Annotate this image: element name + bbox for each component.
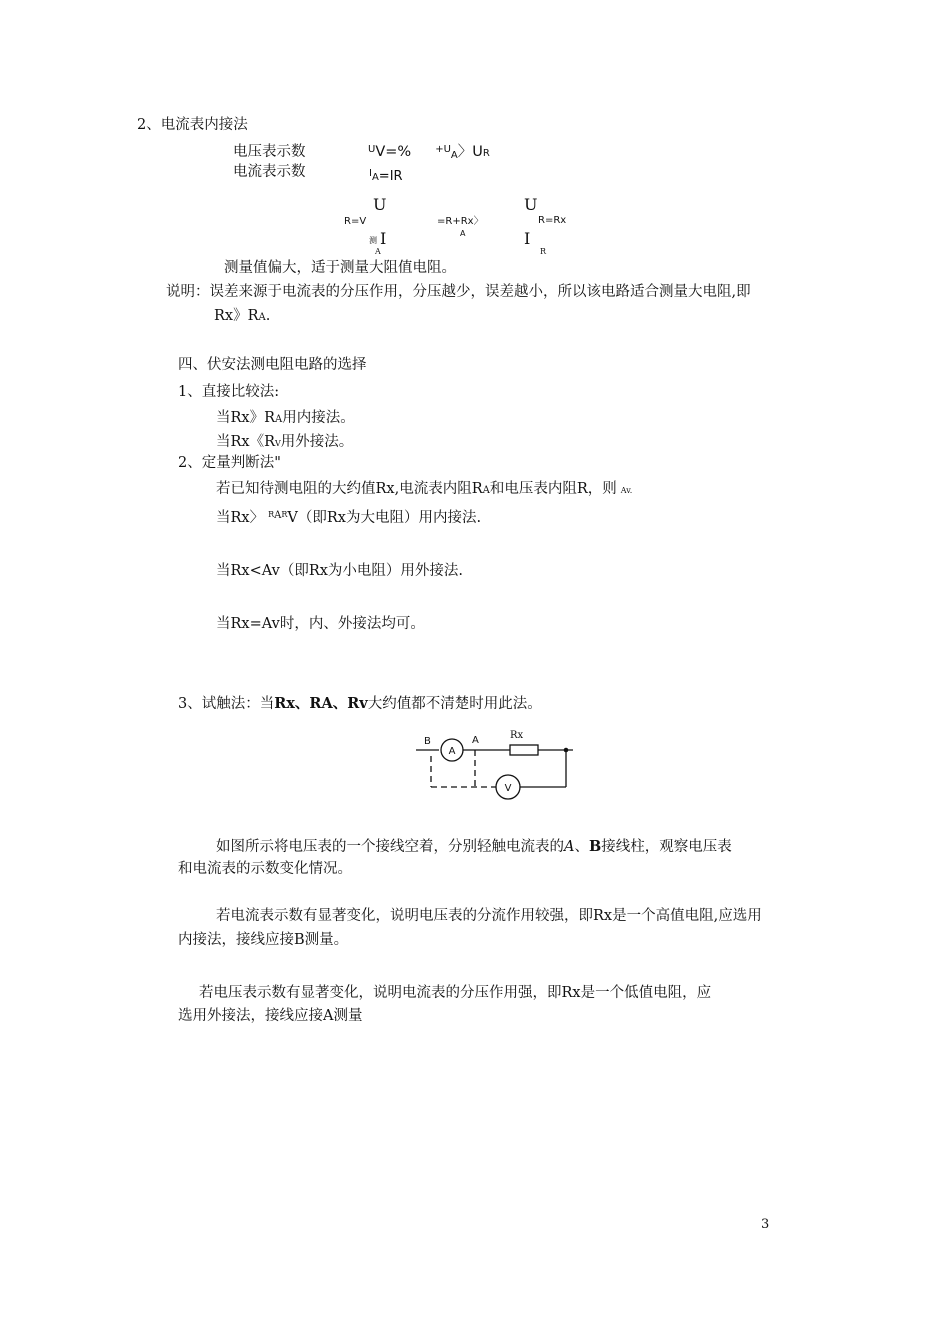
- expr-tail: =IR: [378, 169, 403, 184]
- paragraph-1-line-1: [216, 838, 732, 856]
- note-subscript: A: [258, 312, 266, 323]
- m1-subscript: A: [275, 414, 283, 425]
- m2-sup-1: R: [268, 510, 275, 519]
- p1-bold: B: [588, 838, 602, 855]
- paragraph-1-line-2: 和电流表的示数变化情况。: [178, 861, 352, 877]
- expr-sub: A: [371, 172, 379, 183]
- m2-text-b: V（即Rx为大电阻）用内接法.: [287, 510, 482, 526]
- method2-case-2: 当Rx<Av（即Rx为小电阻）用外接法.: [216, 563, 464, 579]
- m1-text-a: 当Rx《R: [216, 434, 276, 450]
- m3-text-b: 大约值都不清楚时用此法。: [367, 696, 542, 712]
- paragraph-2-line-2: 内接法，接线应接B测量。: [178, 932, 349, 948]
- method2-case-3: 当Rx=Av时，内、外接法均可。: [216, 616, 425, 632]
- section-heading-ammeter-internal: 2、电流表内接法: [137, 117, 248, 133]
- formula-a-mark: A: [375, 247, 381, 256]
- formula-r-mark: R: [540, 247, 547, 256]
- m2-sup-2: R: [281, 510, 288, 519]
- m1-subscript: V: [275, 439, 281, 448]
- formula-measured-subscript: 测: [369, 236, 377, 245]
- paragraph-3-line-2: 选用外接法，接线应接A测量: [178, 1008, 363, 1024]
- method1-line-1: [216, 410, 355, 427]
- ammeter-reading-label: 电流表示数: [233, 164, 306, 180]
- m2-text-a: 若已知待测电阻的大约值Rx,电流表内阻R: [216, 481, 483, 497]
- expr-main: V=%: [375, 144, 412, 160]
- note-period: .: [265, 308, 271, 324]
- expr-tail-sub: R: [482, 148, 490, 159]
- formula-middle-subscript: A: [460, 229, 466, 238]
- resistor-label: Rx: [510, 730, 524, 741]
- terminal-b-label: B: [424, 736, 431, 747]
- trial-touch-circuit-diagram: [414, 726, 578, 802]
- formula-numerator-u1: U: [373, 195, 387, 214]
- m2-subscript: A: [482, 485, 490, 496]
- expr-plus: +U: [435, 144, 451, 155]
- formula-denominator-i1: I: [380, 229, 387, 248]
- m1-text-a: 当Rx》R: [216, 410, 276, 426]
- paragraph-2-line-1: 若电流表示数有显著变化，说明电压表的分流作用较强，即Rx是一个高值电阻,应选用: [216, 908, 762, 924]
- formula-numerator-u2: U: [524, 195, 538, 214]
- m3-bold: Rx、RA、Rv: [274, 695, 368, 712]
- m2-text-a: 当Rx〉: [216, 510, 265, 526]
- formula-denominator-i2: I: [524, 229, 531, 248]
- page-number: 3: [761, 1217, 770, 1232]
- expr-sup: U: [368, 144, 376, 155]
- note-line-1: 说明：误差来源于电流表的分压作用，分压越少，误差越小，所以该电路适合测量大电阻,即: [166, 284, 751, 300]
- junction-dot: [564, 748, 569, 753]
- p1-text-a: 如图所示将电压表的一个接线空着，分别轻触电流表的: [216, 839, 564, 855]
- p1-text-b: 接线柱，观察电压表: [601, 839, 732, 855]
- resistor-body: [510, 745, 538, 755]
- ammeter-symbol: A: [448, 746, 456, 757]
- expr-sub: A: [450, 150, 458, 161]
- formula-middle: =R+Rx〉: [437, 216, 484, 227]
- note-text: Rx》R: [214, 308, 259, 324]
- method2-heading: 2、定量判断法": [178, 455, 281, 471]
- voltmeter-reading-label: 电压表示数: [233, 144, 306, 160]
- method1-line-2: [216, 434, 353, 451]
- m2-mid: A: [274, 510, 282, 521]
- method2-case-1: [216, 510, 481, 527]
- expr-sup: I: [369, 168, 372, 179]
- m1-text-b: 用外接法。: [280, 434, 354, 450]
- ammeter-reading-expression: [369, 168, 403, 185]
- p1-italic: A: [564, 839, 575, 855]
- m3-text-a: 3、试触法：当: [178, 696, 275, 712]
- voltmeter-symbol: V: [504, 783, 512, 794]
- p1-separator: 、: [574, 839, 589, 855]
- m2-small-text: Av.: [620, 486, 633, 495]
- method3-line: [178, 695, 542, 713]
- m1-text-b: 用内接法。: [282, 410, 355, 426]
- method1-heading: 1、直接比较法:: [178, 384, 280, 400]
- conclusion-text: 测量值偏大，适于测量大阻值电阻。: [224, 260, 456, 276]
- method2-intro: [216, 481, 632, 498]
- note-line-2: [214, 308, 270, 325]
- terminal-a-label: A: [472, 735, 479, 746]
- formula-rhs: R=Rx: [538, 215, 567, 226]
- formula-lhs: R=V: [344, 216, 367, 227]
- m2-text-b: 和电压表内阻R，则: [489, 481, 617, 497]
- voltmeter-reading-expression: [368, 144, 490, 162]
- section-heading-selection: 四、伏安法测电阻电路的选择: [178, 357, 367, 373]
- expr-tail: 〉U: [457, 144, 483, 160]
- paragraph-3-line-1: 若电压表示数有显著变化，说明电流表的分压作用强，即Rx是一个低值电阻，应: [199, 985, 712, 1001]
